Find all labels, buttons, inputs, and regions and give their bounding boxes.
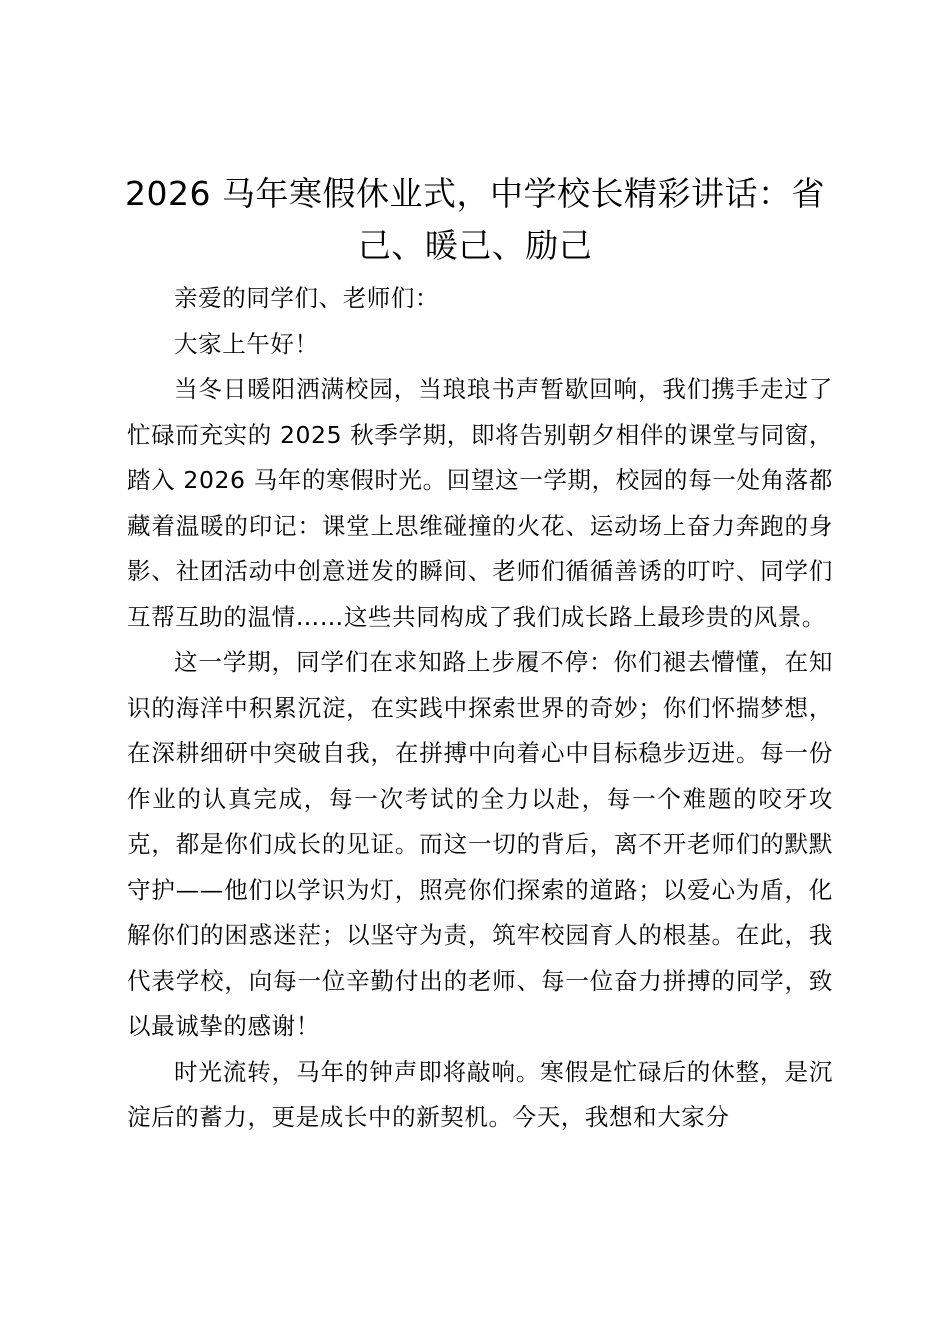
salutation-paragraph: 亲爱的同学们、老师们： — [174, 284, 440, 312]
body-paragraph: 当冬日暖阳洒满校园，当琅琅书声暂歇回响，我们携手走过了忙碌而充实的 2025 秋季学期，即将告别朝夕相伴的课堂与同窗，踏入 2026 马年的寒假时光。回望这一学期，校园的每一处角落都藏着温暖的印记：课堂上思维碰撞的火花、运动场上奋力奔跑的身影、社团活动中创意迸发的瞬间、老师们循循善诱的叮咛、同学们互帮互助的温情……这些共同构成了我们成长路上最珍贵的风景。 — [127, 375, 833, 631]
document-title: 2026 马年寒假休业式，中学校长精彩讲话：省己、暖己、励己 — [125, 174, 825, 265]
body-paragraph: 时光流转，马年的钟声即将敲响。寒假是忙碌后的休整，是沉淀后的蓄力，更是成长中的新契机。今天，我想和大家分 — [127, 1057, 833, 1131]
greeting-paragraph: 大家上午好！ — [174, 329, 319, 358]
body-paragraph: 这一学期，同学们在求知路上步履不停：你们褪去懵懂，在知识的海洋中积累沉淀，在实践中探索世界的奇妙；你们怀揣梦想，在深耕细研中突破自我，在拼搏中向着心中目标稳步迈进。每一份作业的认真完成，每一次考试的全力以赴，每一个难题的咬牙攻克，都是你们成长的见证。而这一切的背后，离不开老师们的默默守护——他们以学识为灯，照亮你们探索的道路；以爱心为盾，化解你们的困惑迷茫；以坚守为责，筑牢校园育人的根基。在此，我代表学校，向每一位辛勤付出的老师、每一位奋力拼搏的同学，致以最诚挚的感谢！ — [127, 648, 833, 1040]
document-body — [127, 276, 833, 1141]
